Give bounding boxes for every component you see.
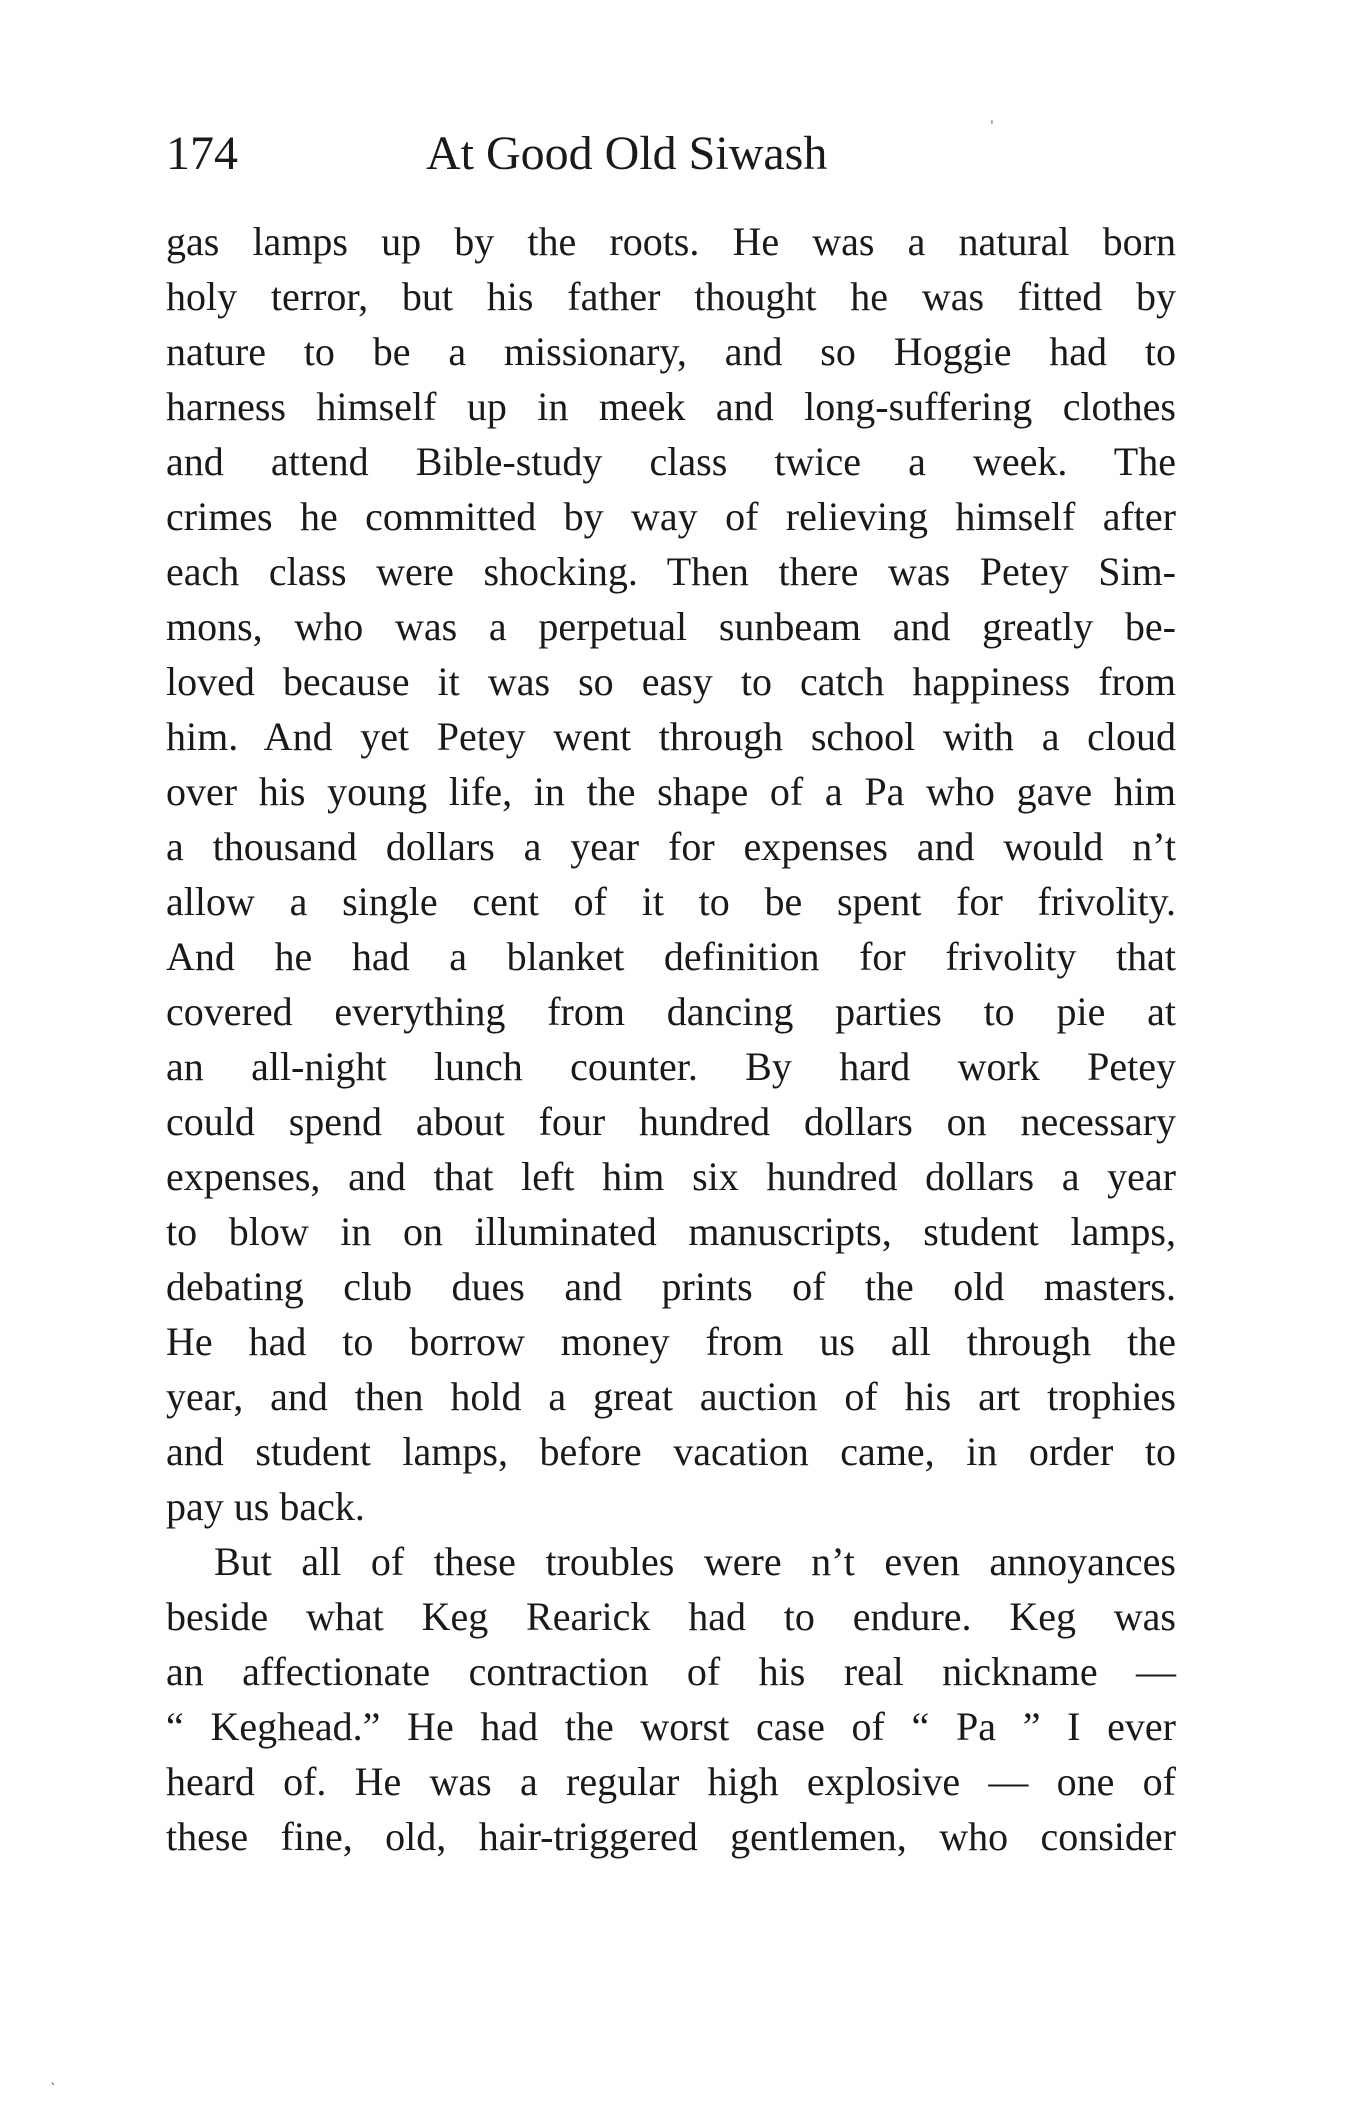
stray-mark-top: ˌ — [990, 110, 994, 126]
text-line: to blow in on illuminated manuscripts, student lamps, — [166, 1209, 1176, 1254]
paragraph-start-line: But all of these troubles were n’t even annoyances — [214, 1539, 1176, 1584]
text-line: an affectionate contraction of his real nickname — — [166, 1649, 1176, 1694]
text-line: each class were shocking. Then there was Petey Sim- — [166, 549, 1176, 594]
text-line: harness himself up in meek and long-suffering clothes — [166, 384, 1176, 429]
running-head — [166, 126, 1176, 182]
running-title: At Good Old Siwash — [426, 127, 828, 180]
text-line: heard of. He was a regular high explosive — one of — [166, 1759, 1176, 1804]
text-line: covered everything from dancing parties to pie at — [166, 989, 1176, 1034]
text-line: allow a single cent of it to be spent for frivolity. — [166, 879, 1176, 924]
text-line: expenses, and that left him six hundred dollars a year — [166, 1154, 1176, 1199]
text-line: gas lamps up by the roots. He was a natural born — [166, 219, 1176, 264]
paragraph-end-line: pay us back. — [166, 1484, 365, 1529]
text-line: holy terror, but his father thought he was fitted by — [166, 274, 1176, 319]
text-line: beside what Keg Rearick had to endure. Keg was — [166, 1594, 1176, 1639]
text-line: nature to be a missionary, and so Hoggie had to — [166, 329, 1176, 374]
text-line: loved because it was so easy to catch happiness from — [166, 659, 1176, 704]
text-line: mons, who was a perpetual sunbeam and greatly be- — [166, 604, 1176, 649]
text-line: him. And yet Petey went through school with a cloud — [166, 714, 1176, 759]
text-line: over his young life, in the shape of a Pa who gave him — [166, 769, 1176, 814]
text-line: He had to borrow money from us all through the — [166, 1319, 1176, 1364]
text-line: And he had a blanket definition for frivolity that — [166, 934, 1176, 979]
body-text — [166, 214, 1176, 1864]
text-line: “ Keghead.” He had the worst case of “ Pa ” I ever — [166, 1704, 1176, 1749]
text-line: these fine, old, hair-triggered gentlemen, who consider — [166, 1814, 1176, 1859]
text-line: debating club dues and prints of the old masters. — [166, 1264, 1176, 1309]
text-line: and attend Bible-study class twice a week. The — [166, 439, 1176, 484]
text-line: an all-night lunch counter. By hard work Petey — [166, 1044, 1176, 1089]
text-line: year, and then hold a great auction of his art trophies — [166, 1374, 1176, 1419]
text-line: could spend about four hundred dollars on necessary — [166, 1099, 1176, 1144]
page-number: 174 — [166, 127, 238, 180]
text-line: crimes he committed by way of relieving himself after — [166, 494, 1176, 539]
stray-mark-bottom: ˋ — [50, 2082, 57, 2098]
text-line: a thousand dollars a year for expenses and would n’t — [166, 824, 1176, 869]
text-line: and student lamps, before vacation came, in order to — [166, 1429, 1176, 1474]
